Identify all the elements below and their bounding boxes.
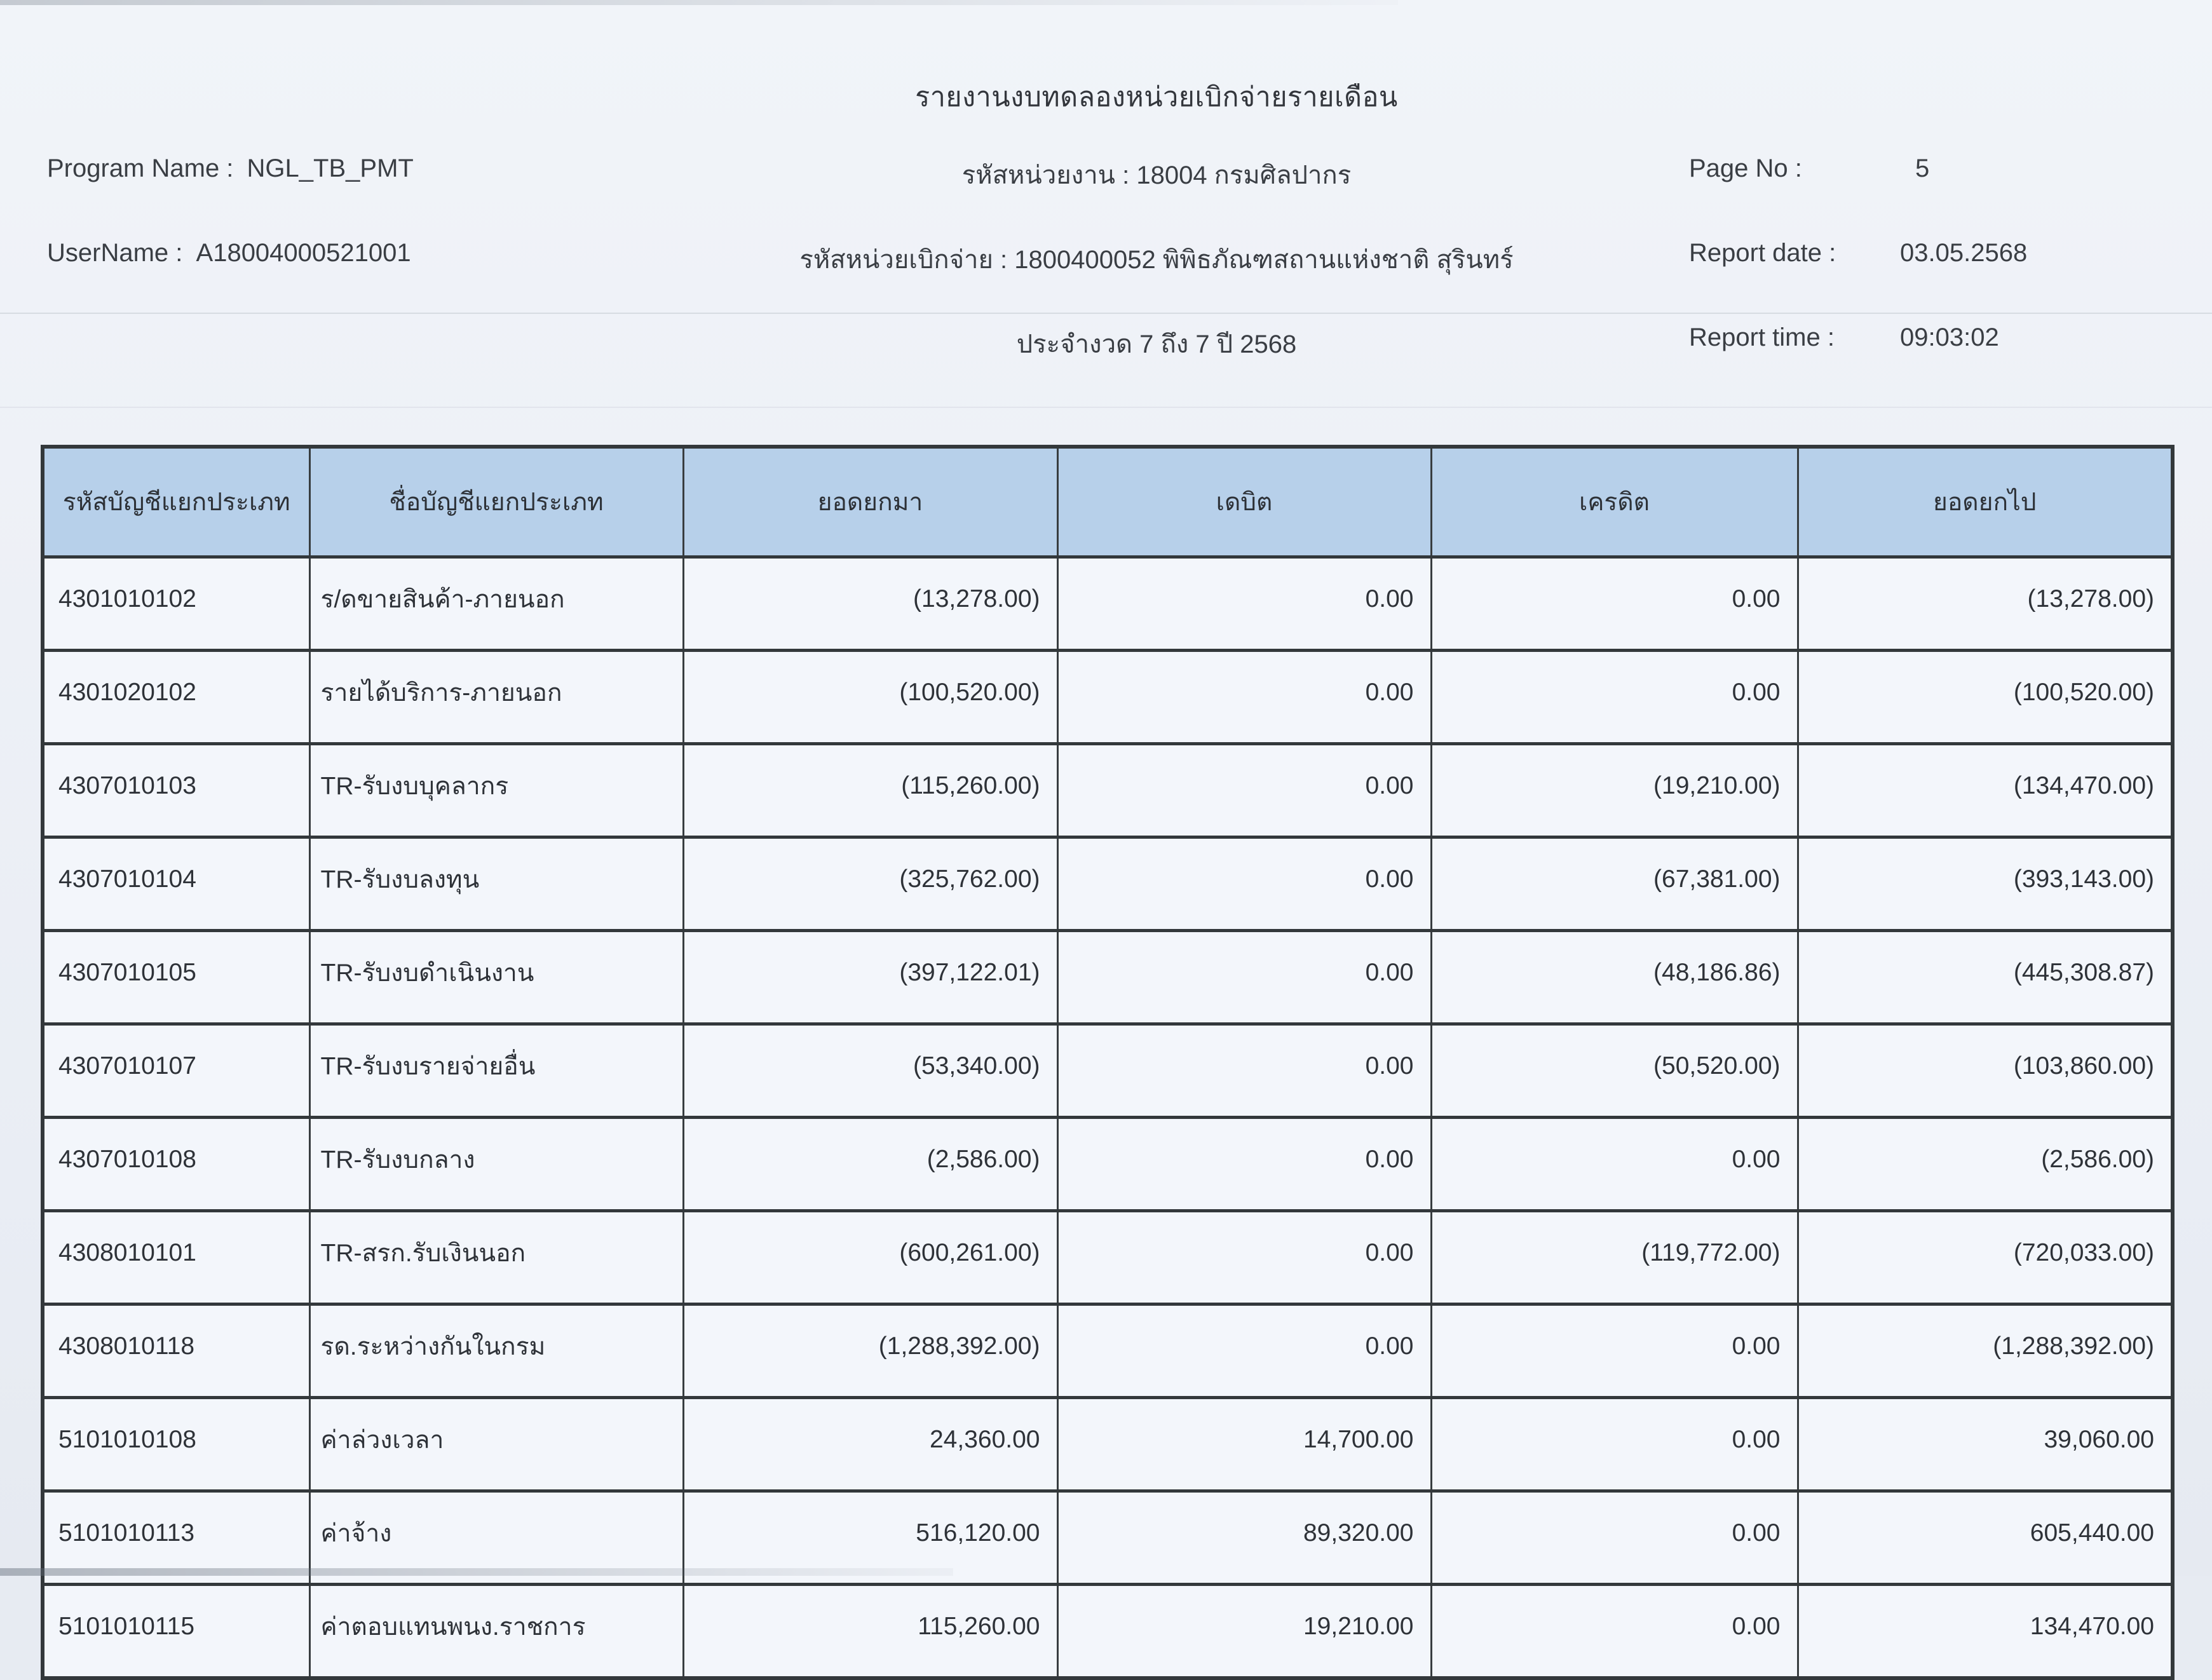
cell-account-code: 4301020102 xyxy=(43,651,309,744)
cell-credit: (67,381.00) xyxy=(1431,837,1798,931)
cell-account-code: 4307010107 xyxy=(43,1024,309,1118)
page-no-label: Page No : xyxy=(1689,154,1802,182)
cell-credit: 0.00 xyxy=(1431,1585,1798,1679)
cell-account-code: 4307010104 xyxy=(43,837,309,931)
period-line: ประจำงวด 7 ถึง 7 ปี 2568 xyxy=(1016,330,1297,358)
report-time-line xyxy=(1689,323,1999,352)
cell-opening-balance: (13,278.00) xyxy=(683,557,1057,651)
cell-account-code: 4307010103 xyxy=(43,744,309,837)
cell-account-name: TR-สรก.รับเงินนอก xyxy=(309,1211,683,1304)
cell-opening-balance: (397,122.01) xyxy=(683,931,1057,1024)
scan-artifact-bottom xyxy=(0,1568,953,1576)
table-row xyxy=(43,1211,2173,1304)
table-row xyxy=(43,651,2173,744)
table-row xyxy=(43,931,2173,1024)
scan-artifact-line-2 xyxy=(0,407,2212,408)
cell-account-name: รด.ระหว่างกันในกรม xyxy=(309,1304,683,1398)
cell-account-name: TR-รับงบกลาง xyxy=(309,1118,683,1211)
cell-account-name: TR-รับงบลงทุน xyxy=(309,837,683,931)
program-name-label: Program Name : xyxy=(47,154,234,182)
cell-account-code: 5101010115 xyxy=(43,1585,309,1679)
cell-debit: 0.00 xyxy=(1057,744,1431,837)
scan-artifact-top xyxy=(0,0,1398,5)
cell-closing-balance: (393,143.00) xyxy=(1798,837,2173,931)
username-label: UserName : xyxy=(47,239,183,267)
cell-debit: 0.00 xyxy=(1057,1211,1431,1304)
table-row xyxy=(43,1585,2173,1679)
cell-debit: 0.00 xyxy=(1057,1304,1431,1398)
cell-closing-balance: (103,860.00) xyxy=(1798,1024,2173,1118)
trial-balance-table xyxy=(41,445,2175,1680)
cell-opening-balance: (100,520.00) xyxy=(683,651,1057,744)
cell-account-code: 5101010108 xyxy=(43,1398,309,1491)
cell-closing-balance: (2,586.00) xyxy=(1798,1118,2173,1211)
cell-opening-balance: (2,586.00) xyxy=(683,1118,1057,1211)
agency-code-line: รหัสหน่วยงาน : 18004 กรมศิลปากร xyxy=(961,161,1352,189)
page-no-value: 5 xyxy=(1915,154,1930,182)
cell-opening-balance: (1,288,392.00) xyxy=(683,1304,1057,1398)
disbursement-unit-line: รหัสหน่วยเบิกจ่าย : 1800400052 พิพิธภัณฑสถานแห่งชาติ สุรินทร์ xyxy=(799,246,1514,274)
cell-credit: 0.00 xyxy=(1431,1118,1798,1211)
cell-opening-balance: (600,261.00) xyxy=(683,1211,1057,1304)
column-header-2: ยอดยกมา xyxy=(683,447,1057,557)
cell-credit: (119,772.00) xyxy=(1431,1211,1798,1304)
table-row xyxy=(43,837,2173,931)
username-value: A18004000521001 xyxy=(196,239,411,267)
cell-debit: 89,320.00 xyxy=(1057,1491,1431,1585)
cell-closing-balance: (134,470.00) xyxy=(1798,744,2173,837)
table-row xyxy=(43,1118,2173,1211)
cell-debit: 0.00 xyxy=(1057,837,1431,931)
program-name-value: NGL_TB_PMT xyxy=(247,154,414,182)
report-date-line xyxy=(1689,239,2027,268)
report-time-label: Report time : xyxy=(1689,323,1835,351)
table-row xyxy=(43,1304,2173,1398)
cell-credit: (50,520.00) xyxy=(1431,1024,1798,1118)
column-header-0: รหัสบัญชีแยกประเภท xyxy=(43,447,309,557)
cell-opening-balance: 24,360.00 xyxy=(683,1398,1057,1491)
cell-account-name: รายได้บริการ-ภายนอก xyxy=(309,651,683,744)
cell-account-name: ร/ดขายสินค้า-ภายนอก xyxy=(309,557,683,651)
cell-closing-balance: (1,288,392.00) xyxy=(1798,1304,2173,1398)
table-row xyxy=(43,1398,2173,1491)
report-time-value: 09:03:02 xyxy=(1900,323,1999,351)
scan-artifact-line xyxy=(0,313,2212,314)
cell-closing-balance: (720,033.00) xyxy=(1798,1211,2173,1304)
cell-account-name: ค่าล่วงเวลา xyxy=(309,1398,683,1491)
cell-debit: 19,210.00 xyxy=(1057,1585,1431,1679)
column-header-3: เดบิต xyxy=(1057,447,1431,557)
cell-account-name: TR-รับงบรายจ่ายอื่น xyxy=(309,1024,683,1118)
cell-account-name: ค่าจ้าง xyxy=(309,1491,683,1585)
cell-closing-balance: 605,440.00 xyxy=(1798,1491,2173,1585)
cell-account-name: TR-รับงบดำเนินงาน xyxy=(309,931,683,1024)
cell-account-name: ค่าตอบแทนพนง.ราชการ xyxy=(309,1585,683,1679)
column-header-5: ยอดยกไป xyxy=(1798,447,2173,557)
report-date-value: 03.05.2568 xyxy=(1900,239,2028,267)
cell-opening-balance: 115,260.00 xyxy=(683,1585,1057,1679)
cell-account-name: TR-รับงบบุคลากร xyxy=(309,744,683,837)
cell-credit: 0.00 xyxy=(1431,1304,1798,1398)
cell-closing-balance: (100,520.00) xyxy=(1798,651,2173,744)
column-header-4: เครดิต xyxy=(1431,447,1798,557)
table-header-row xyxy=(43,447,2173,557)
cell-debit: 0.00 xyxy=(1057,651,1431,744)
cell-account-code: 4308010101 xyxy=(43,1211,309,1304)
report-date-label: Report date : xyxy=(1689,239,1836,267)
table-row xyxy=(43,1024,2173,1118)
cell-credit: 0.00 xyxy=(1431,557,1798,651)
cell-debit: 0.00 xyxy=(1057,557,1431,651)
cell-credit: 0.00 xyxy=(1431,1491,1798,1585)
cell-closing-balance: 134,470.00 xyxy=(1798,1585,2173,1679)
cell-opening-balance: (325,762.00) xyxy=(683,837,1057,931)
table-row xyxy=(43,744,2173,837)
cell-opening-balance: (115,260.00) xyxy=(683,744,1057,837)
cell-account-code: 5101010113 xyxy=(43,1491,309,1585)
cell-account-code: 4301010102 xyxy=(43,557,309,651)
cell-credit: 0.00 xyxy=(1431,1398,1798,1491)
cell-debit: 0.00 xyxy=(1057,1118,1431,1211)
page-no-line xyxy=(1689,154,1929,183)
report-title: รายงานงบทดลองหน่วยเบิกจ่ายรายเดือน xyxy=(915,82,1398,112)
cell-debit: 0.00 xyxy=(1057,1024,1431,1118)
cell-credit: (19,210.00) xyxy=(1431,744,1798,837)
table-row xyxy=(43,557,2173,651)
cell-opening-balance: (53,340.00) xyxy=(683,1024,1057,1118)
cell-opening-balance: 516,120.00 xyxy=(683,1491,1057,1585)
cell-account-code: 4307010108 xyxy=(43,1118,309,1211)
cell-closing-balance: 39,060.00 xyxy=(1798,1398,2173,1491)
column-header-1: ชื่อบัญชีแยกประเภท xyxy=(309,447,683,557)
cell-debit: 14,700.00 xyxy=(1057,1398,1431,1491)
cell-closing-balance: (13,278.00) xyxy=(1798,557,2173,651)
cell-account-code: 4308010118 xyxy=(43,1304,309,1398)
cell-credit: 0.00 xyxy=(1431,651,1798,744)
cell-closing-balance: (445,308.87) xyxy=(1798,931,2173,1024)
cell-debit: 0.00 xyxy=(1057,931,1431,1024)
cell-account-code: 4307010105 xyxy=(43,931,309,1024)
cell-credit: (48,186.86) xyxy=(1431,931,1798,1024)
